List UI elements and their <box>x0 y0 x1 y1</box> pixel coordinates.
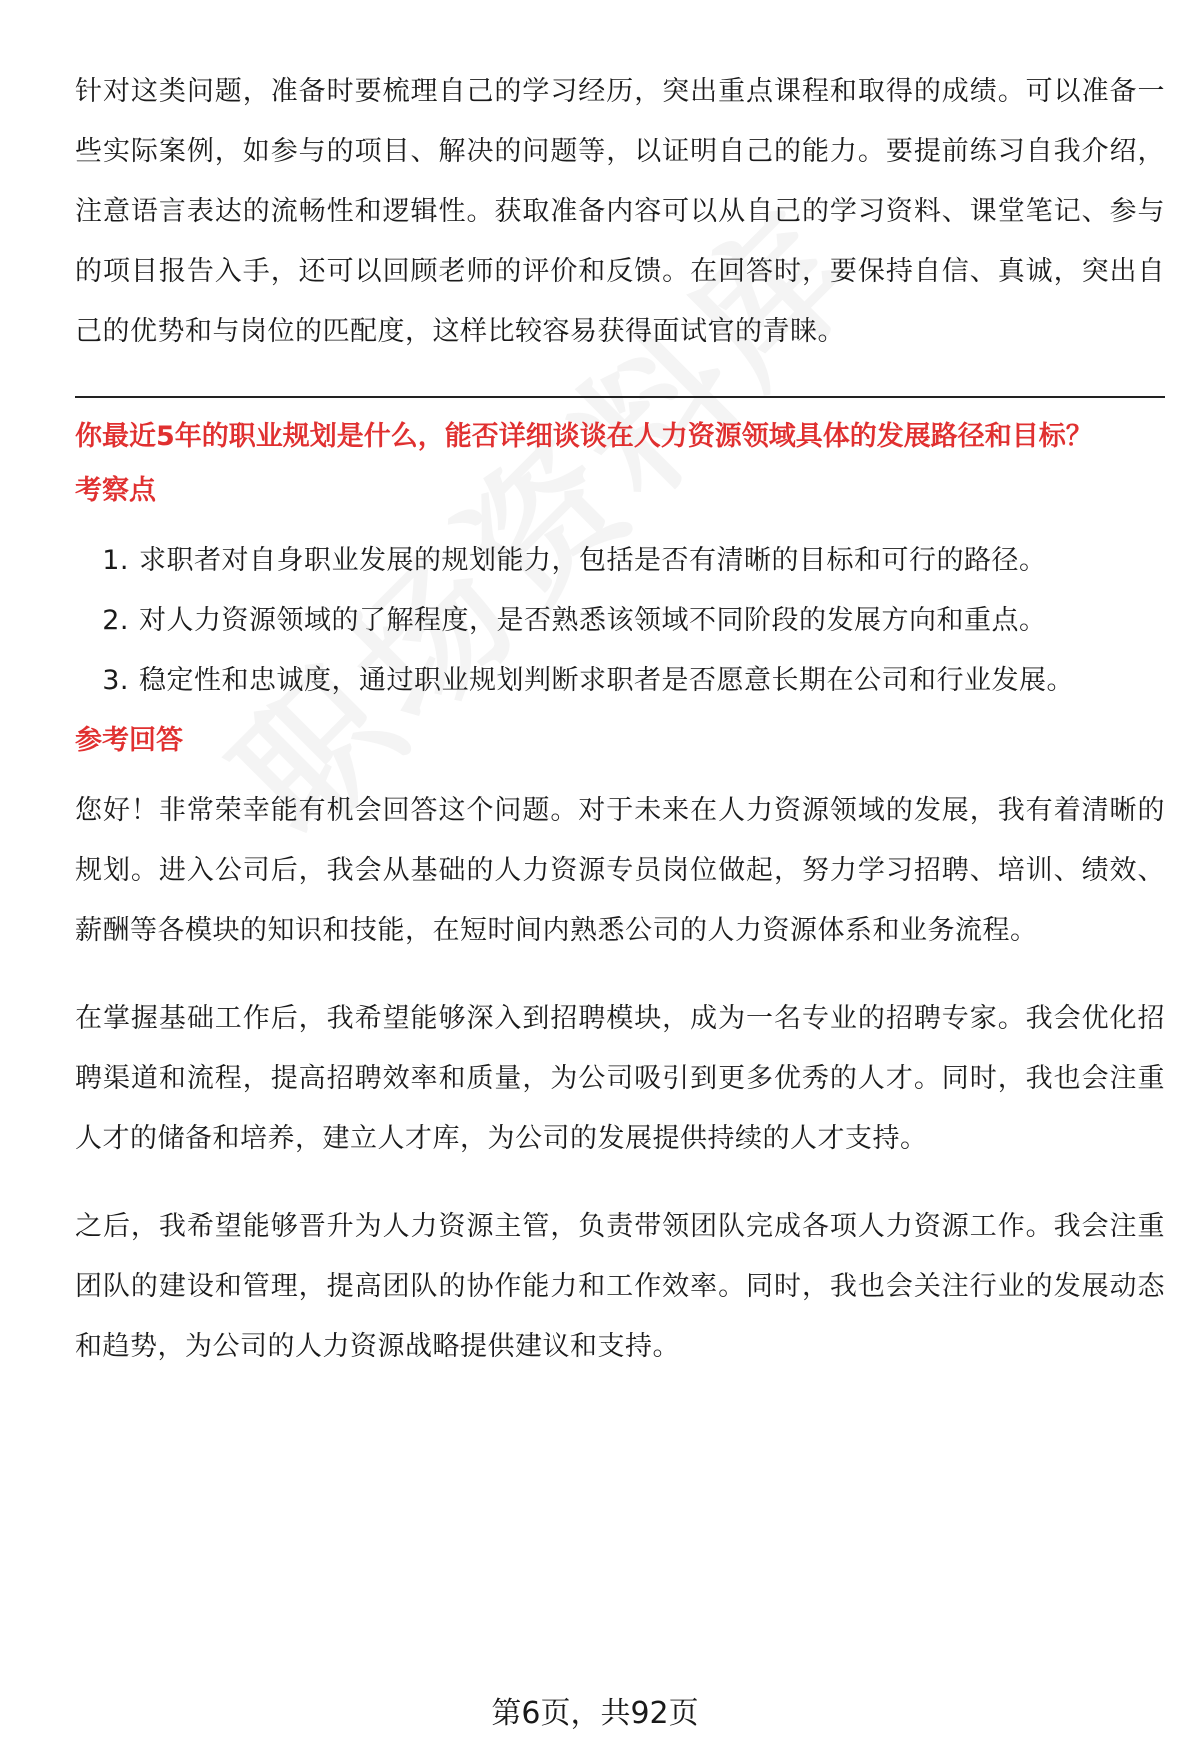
focus-title: 考察点 <box>75 475 156 506</box>
list-item-text: 稳定性和忠诚度，通过职业规划判断求职者是否愿意长期在公司和行业发展。 <box>139 665 1074 696</box>
intro-paragraph: 针对这类问题，准备时要梳理自己的学习经历，突出重点课程和取得的成绩。可以准备一些实际案例，如参与的项目、解决的问题等，以证明自己的能力。要提前练习自我介绍，注意语言表达的流畅性和逻辑性。获取准备内容可以从自己的学习资料、课堂笔记、参与的项目报告入手，还可以回顾老师的评价和反馈。在回答时，要保持自信、真诚，突出自己的优势和与岗位的匹配度，这样比较容易获得面试官的青睐。 <box>75 76 1165 347</box>
page-content <box>75 62 1165 1377</box>
page-number: 第6页，共92页 <box>491 1696 699 1731</box>
list-item-number: 3. <box>102 665 129 696</box>
focus-points-list <box>75 531 1165 711</box>
list-item <box>75 591 1165 651</box>
answer-paragraph: 之后，我希望能够晋升为人力资源主管，负责带领团队完成各项人力资源工作。我会注重团队的建设和管理，提高团队的协作能力和工作效率。同时，我也会关注行业的发展动态和趋势，为公司的人力资源战略提供建议和支持。 <box>75 1211 1165 1362</box>
list-item-text: 求职者对自身职业发展的规划能力，包括是否有清晰的目标和可行的路径。 <box>139 545 1047 576</box>
list-item <box>75 651 1165 711</box>
answer-paragraph: 在掌握基础工作后，我希望能够深入到招聘模块，成为一名专业的招聘专家。我会优化招聘渠道和流程，提高招聘效率和质量，为公司吸引到更多优秀的人才。同时，我也会注重人才的储备和培养，建立人才库，为公司的发展提供持续的人才支持。 <box>75 1003 1165 1154</box>
list-item-number: 1. <box>102 545 129 576</box>
answer-paragraph: 您好！非常荣幸能有机会回答这个问题。对于未来在人力资源领域的发展，我有着清晰的规划。进入公司后，我会从基础的人力资源专员岗位做起，努力学习招聘、培训、绩效、薪酬等各模块的知识和技能，在短时间内熟悉公司的人力资源体系和业务流程。 <box>75 795 1165 946</box>
list-item-number: 2. <box>102 605 129 636</box>
question-heading: 你最近5年的职业规划是什么，能否详细谈谈在人力资源领域具体的发展路径和目标？ <box>75 421 1093 452</box>
answer-title: 参考回答 <box>75 725 183 756</box>
section-divider <box>75 396 1165 398</box>
list-item <box>75 531 1165 591</box>
list-item-text: 对人力资源领域的了解程度，是否熟悉该领域不同阶段的发展方向和重点。 <box>139 605 1047 636</box>
